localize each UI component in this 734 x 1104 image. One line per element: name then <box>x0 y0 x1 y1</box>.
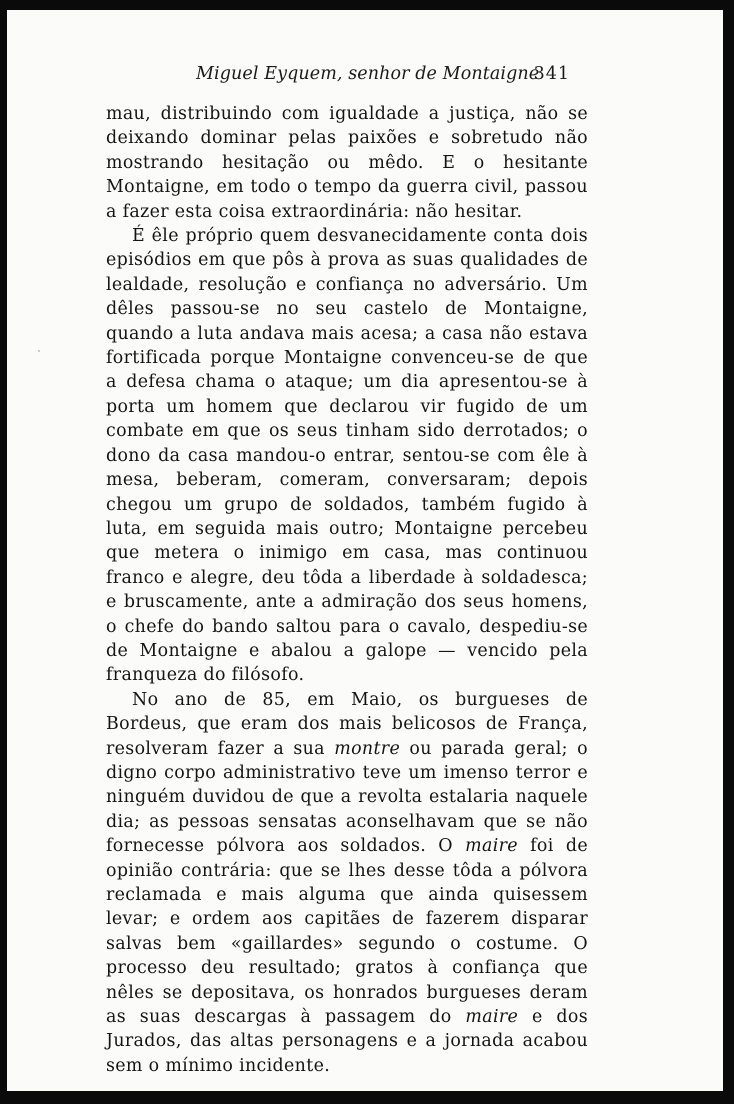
italic-term-maire: maire <box>465 836 518 857</box>
paragraph-3-text: e dos Jurados, das altas personagens e a jornada acabou sem o mínimo incidente. <box>106 1007 588 1076</box>
running-title: Miguel Eyquem, senhor de Montaigne <box>196 64 540 84</box>
page-number: 341 <box>533 64 570 84</box>
scan-speck <box>38 350 40 352</box>
paragraph-1: mau, distribuindo com igualdade a justiça, não se deixando dominar pelas paixões e sobretudo não mostrando hesitação ou mêdo. E o hesitante Montaigne, em todo o tempo da guerra civil, passou a fazer esta coisa extraordinária: não hesitar. <box>106 104 588 222</box>
body-text <box>106 102 588 1078</box>
paragraph-3-text: foi de opinião contrária: que se lhes desse tôda a pólvora reclamada e mais alguma que ainda quisessem levar; e ordem aos capitães de fazerem disparar salvas bem «gaillardes» segundo o costume. O processo deu resultado; gratos à confiança que nêles se depositava, os honrados burgueses deram as suas descargas à passagem do <box>106 836 588 1028</box>
italic-term-maire: maire <box>465 1007 519 1028</box>
paragraph-3 <box>106 688 588 1079</box>
paragraph-3-text: ou parada geral; o digno corpo administrativo teve um imenso terror e ninguém duvidou de que a revolta estalaria naquele dia; as pessoas sensatas aconselhavam que se não fornecesse pólvora aos soldados. O <box>106 738 588 857</box>
running-header <box>196 64 576 88</box>
paragraph-2: É êle próprio quem desvanecidamente conta dois episódios em que pôs à prova as suas qualidades de lealdade, resolução e confiança no adversário. Um dêles passou-se no seu castelo de Montaigne, quando a luta andava mais acesa; a casa não estava fortificada porque Montaigne convenceu-se de que a defesa chama o ataque; um dia apresentou-se à porta um homem que declarou vir fugido de um combate em que os seus tinham sido derrotados; o dono da casa mandou-o entrar, sentou-se com êle à mesa, beberam, comeram, conversaram; depois chegou um grupo de soldados, também fugido à luta, em seguida mais outro; Montaigne percebeu que metera o inimigo em casa, mas continuou franco e alegre, deu tôda a liberdade à soldadesca; e bruscamente, ante a admiração dos seus homens, o chefe do bando saltou para o cavalo, despediu-se de Montaigne e abalou a galope — vencido pela franqueza do filósofo. <box>106 226 588 686</box>
italic-term-montre: montre <box>334 738 401 759</box>
paragraph-3-text: No ano de 85, em Maio, os burgueses de Bordeus, que eram dos mais belicosos de França, resolveram fazer a sua <box>106 689 588 759</box>
